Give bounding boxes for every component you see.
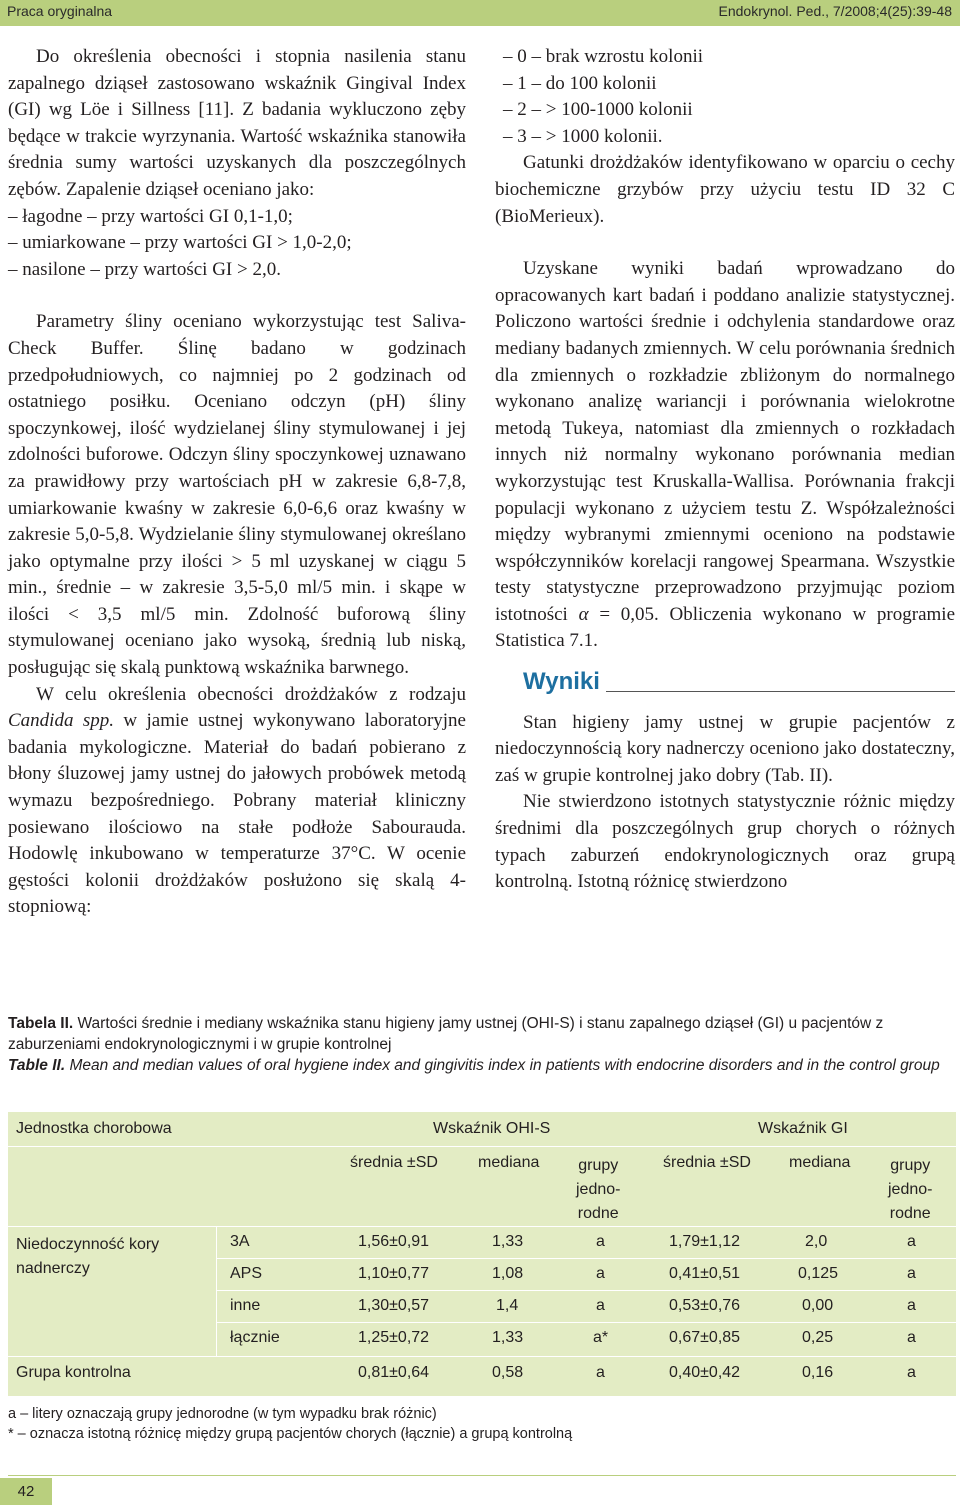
caption-english: Table II. Mean and median values of oral hygiene index and gingivitis index in patients with endocrine disorders and in the control group [8,1057,940,1074]
subheader-gi-median: mediana [789,1154,851,1171]
row-subgroup: APS [230,1265,263,1282]
subheader-ohis-mean: średnia ±SD [350,1154,438,1171]
row-subgroup: inne [230,1297,261,1314]
cell-gi-mean: 0,67±0,85 [669,1329,741,1346]
data-table [8,1112,956,1396]
gi-item-mild: – łagodne – przy wartości GI 0,1-1,0; [8,205,293,227]
scale-item-2: – 2 – > 100-1000 kolonii [503,99,693,121]
row-subgroup: 3A [230,1233,250,1250]
cell-ohis-median: 1,33 [492,1233,524,1250]
paragraph-gi-method: Do określenia obecności i stopnia nasilenia stanu zapalnego dziąseł zastosowano wskaźnik Gingival Index (GI) wg Löe i Sillness [11]. Z badania wykluczono zęby będące w trakcie wyrzynania. Wartość wskaźnika stanowiła średnia sumy wartości uzyskanych dla poszczególnych zębów. Zapalenie dziąseł oceniano jako: [8,46,466,200]
cell-ohis-group: a* [593,1329,609,1346]
note-a: a – litery oznaczają grupy jednorodne (w tym wypadku brak różnic) [8,1406,437,1422]
paragraph-results-2: Nie stwierdzono istotnych statystycznie różnic między średnimi dla poszczególnych grup chorych o różnych typach zaburzeń endokrynologicznych oraz grupą kontrolną. Istotną różnicę stwierdzono [495,791,955,893]
alpha-symbol: α [578,603,589,625]
cell-ohis-group: a [596,1364,605,1381]
section-label: Praca oryginalna [7,3,113,19]
cell-gi-mean: 0,53±0,76 [669,1297,741,1314]
cell-ohis-group: a [596,1233,605,1250]
heading-rule [606,691,955,692]
page-header [0,0,960,26]
cell-ohis-group: a [596,1265,605,1282]
cell-gi-group: a [907,1297,916,1314]
cell-ohis-mean: 1,30±0,57 [358,1297,430,1314]
cell-gi-group: a [907,1364,916,1381]
cell-gi-mean: 0,41±0,51 [669,1265,741,1282]
cell-ohis-median: 1,08 [492,1265,524,1282]
header-ohis: Wskaźnik OHI-S [433,1120,551,1137]
subheader-gi-groups: grupy jedno- rodne [888,1157,933,1222]
journal-citation: Endokrynol. Ped., 7/2008;4(25):39-48 [718,3,952,19]
row-subgroup: łącznie [230,1329,280,1346]
footer-rule [8,1475,956,1476]
header-gi: Wskaźnik GI [758,1120,848,1137]
subheader-ohis-groups: grupy jedno- rodne [576,1157,621,1222]
caption-polish: Tabela II. Wartości średnie i mediany wskaźnika stanu higieny jamy ustnej (OHI-S) i stanu zapalnego dziąseł (GI) u pacjentów z zaburzeniami endokrynologicznymi i w grupie kontrolnej [8,1015,884,1053]
cell-gi-median: 0,25 [802,1329,834,1346]
table-caption [8,1013,956,1076]
left-column [8,44,466,921]
cell-gi-median: 2,0 [805,1233,828,1250]
cell-gi-mean: 1,79±1,12 [669,1233,741,1250]
gi-item-moderate: – umiarkowane – przy wartości GI > 1,0-2,0; [8,232,352,254]
table-notes [8,1404,948,1444]
subheader-ohis-median: mediana [478,1154,540,1171]
paragraph-candida: W celu określenia obecności drożdżaków z rodzaju Candida spp. w jamie ustnej wykonywano laboratoryjne badania mykologiczne. Materiał do badań pobierano z błony śluzowej jamy ustnej do jałowych probówek metodą wymazu bezpośredniego. Pobrany materiał kliniczny posiewano ilościowo na stałe podłoże Sabourauda. Hodowlę inkubowano w temperaturze 37°C. W ocenie gęstości kolonii drożdżaków posłużono się skalą 4-stopniową: [8,683,466,918]
cell-ohis-median: 1,33 [492,1329,524,1346]
paragraph-identification: Gatunki drożdżaków identyfikowano w oparciu o cechy biochemiczne grzybów przy użyciu testu ID 32 C (BioMerieux). [495,152,955,227]
cell-ohis-mean: 0,81±0,64 [358,1364,430,1381]
scale-item-0: – 0 – brak wzrostu kolonii [503,46,704,67]
paragraph-saliva: Parametry śliny oceniano wykorzystując test Saliva-Check Buffer. Ślinę badano w godzinach przedpołudniowych, co najmniej po 2 godzinach od ostatniego posiłku. Oceniano odczyn (pH) śliny spoczynkowej, ilość wydzielanej śliny stymulowanej i jej zdolności buforowe. Odczyn śliny spoczynkowej uznawano za prawidłowy przy wartościach pH w zakresie 6,8-7,8, umiarkowanie kwaśny w zakresie 6,0-6,6 oraz kwaśny w zakresie 5,0-5,8. Wydzielanie śliny stymulowanej określano jako optymalne przy ilości > 5 ml uzyskanej w ciągu 5 min., średnie – w zakresie 3,5-5,0 ml/5 min. i skąpe w ilości < 3,5 ml/5 min. Zdolność buforową śliny stymulowanej oceniano jako wysoką, średnią lub niską, posługując się skalą punktową wskaźnika barwnego. [8,311,466,679]
right-column [495,44,955,896]
cell-gi-mean: 0,40±0,42 [669,1364,741,1381]
cell-ohis-mean: 1,10±0,77 [358,1265,430,1282]
species-name: Candida spp. [8,710,114,732]
cell-ohis-median: 0,58 [492,1364,524,1381]
cell-gi-median: 0,00 [802,1297,834,1314]
paragraph-results-1: Stan higieny jamy ustnej w grupie pacjentów z niedoczynnością kory nadnerczy oceniono jako dostateczny, zaś w grupie kontrolnej jako dobry (Tab. II). [495,711,955,786]
scale-item-3: – 3 – > 1000 kolonii. [503,125,663,147]
cell-gi-median: 0,125 [798,1265,839,1282]
cell-ohis-median: 1,4 [496,1297,519,1314]
section-heading-results: Wyniki [523,669,955,696]
cell-gi-group: a [907,1233,916,1250]
cell-gi-group: a [907,1329,916,1346]
header-unit: Jednostka chorobowa [16,1120,172,1137]
note-star: * – oznacza istotną różnicę między grupą pacjentów chorych (łącznie) a grupą kontrolną [8,1426,573,1442]
group-label-adrenal: Niedoczynność kory nadnerczy [16,1236,160,1277]
subheader-gi-mean: średnia ±SD [663,1154,751,1171]
group-label-control: Grupa kontrolna [16,1364,131,1381]
cell-ohis-group: a [596,1297,605,1314]
cell-gi-median: 0,16 [802,1364,834,1381]
page-number: 42 [0,1478,52,1505]
cell-gi-group: a [907,1265,916,1282]
scale-item-1: – 1 – do 100 kolonii [503,72,657,94]
paragraph-statistics: Uzyskane wyniki badań wprowadzano do opracowanych kart badań i poddano analizie statystycznej. Policzono wartości średnie i odchylenia standardowe oraz mediany badanych zmiennych. W celu porównania średnich dla zmiennych o rozkładzie zbliżonym do normalnego wykonano analizę wariancji i porównania wielokrotne metodą Tukeya, natomiast dla zmiennych o rozkładach innych niż normalny wykonano porównania median wykorzystując test Kruskalla-Wallisa. Porównania frakcji populacji wykonano z użyciem testu Z. Współzależności między wybranymi zmiennymi oceniono na podstawie współczynników korelacji rangowej Spearmana. Wszystkie testy statystyczne przeprowadzono przyjmując poziom istotności α = 0,05. Obliczenia wykonano w programie Statistica 7.1. [495,258,955,652]
cell-ohis-mean: 1,25±0,72 [358,1329,430,1346]
gi-item-severe: – nasilone – przy wartości GI > 2,0. [8,258,281,280]
cell-ohis-mean: 1,56±0,91 [358,1233,430,1250]
